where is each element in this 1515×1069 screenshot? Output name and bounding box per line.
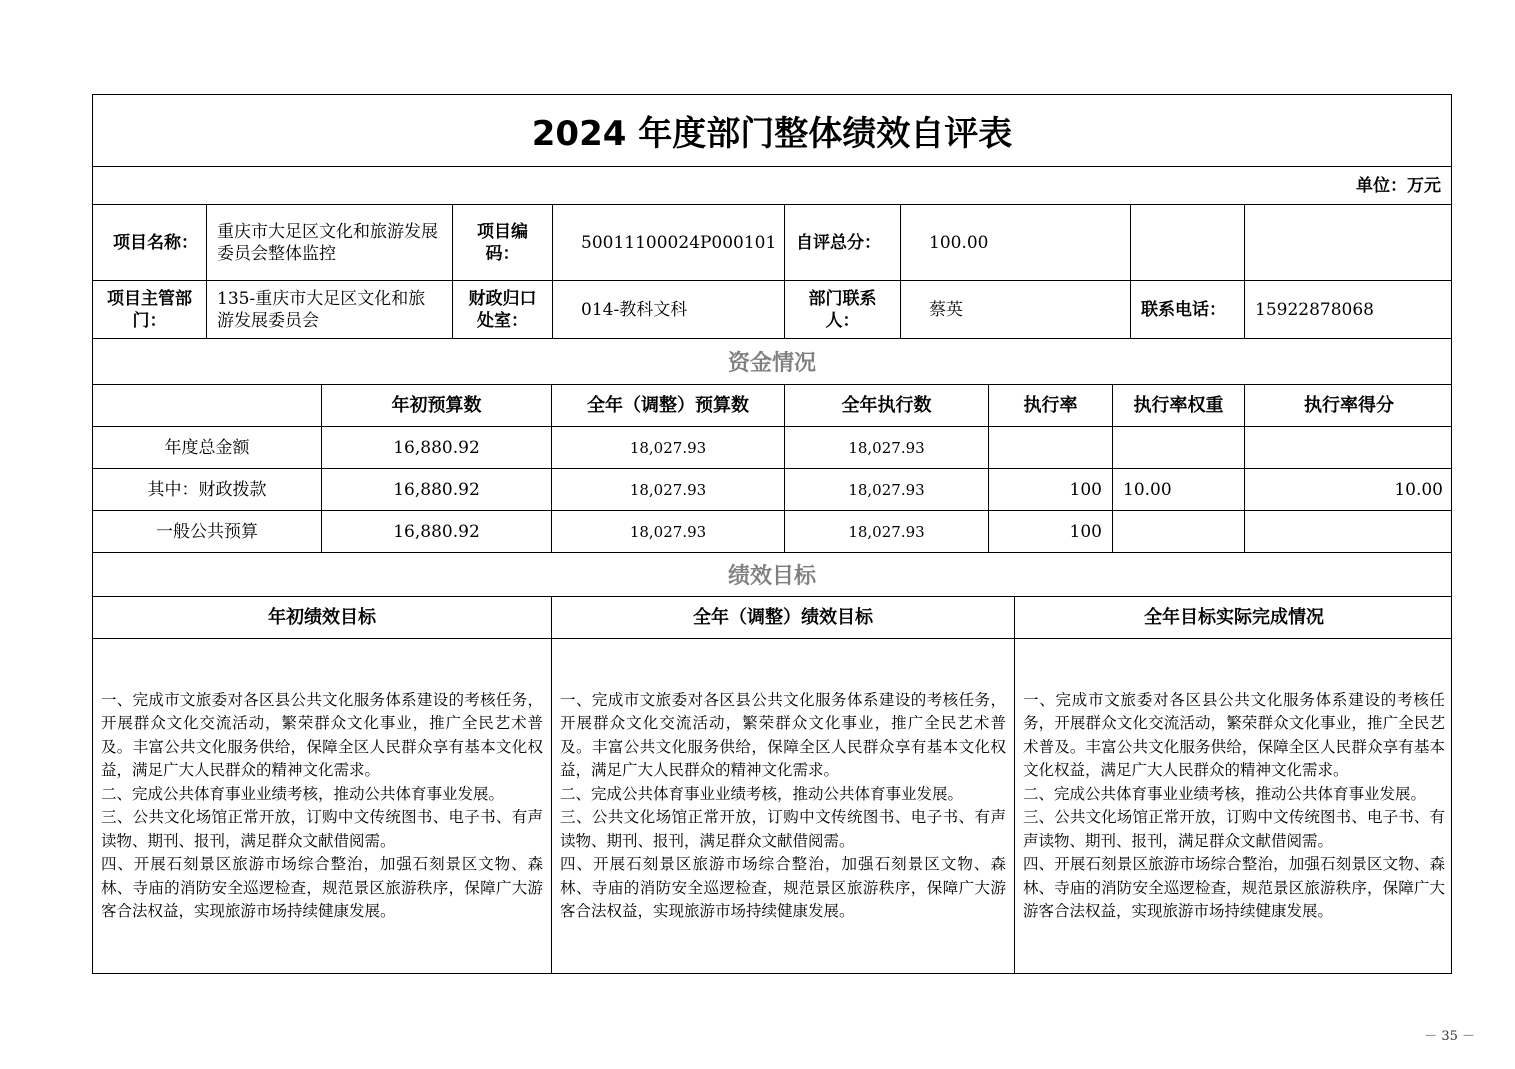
rate-score [1245,427,1453,468]
empty-cell [1131,205,1245,280]
finance-label: 财政归口处室： [453,281,553,338]
score-label: 自评总分： [785,205,901,280]
funds-header: 全年（调整）预算数 [552,385,785,426]
table-row [93,469,1451,511]
rate-score [1245,511,1453,552]
funds-header: 年初预算数 [322,385,552,426]
contact-value: 蔡英 [901,281,1131,338]
executed-amount: 18,027.93 [785,469,989,510]
table-row [93,427,1451,469]
unit-label: 单位：万元 [1356,175,1441,196]
rate-weight [1113,511,1245,552]
rate-weight [1113,427,1245,468]
contact-label: 部门联系人： [785,281,901,338]
project-code-label: 项目编码： [453,205,553,280]
goals-header-row [93,597,1451,639]
funds-header: 全年执行数 [785,385,989,426]
adjusted-budget: 18,027.93 [552,469,785,510]
adjusted-goal-text: 一、完成市文旅委对各区县公共文化服务体系建设的考核任务，开展群众文化交流活动，繁荣群众文化事业，推广全民艺术普及。丰富公共文化服务供给，保障全区人民群众享有基本文化权益，满足广大人民群众的精神文化需求。 二、完成公共体育事业业绩考核，推动公共体育事业发展。 三、公共文化场馆正常开放，订购中文传统图书、电子书、有声读物、期刊、报刊，满足群众文献借阅需。 四、开展石刻景区旅游市场综合整治，加强石刻景区文物、森林、寺庙的消防安全巡逻检查，规范景区旅游秩序，保障广大游客合法权益，实现旅游市场持续健康发展。 [552,639,1015,973]
execution-rate: 100 [989,469,1113,510]
row-label: 年度总金额 [93,427,322,468]
row-label: 一般公共预算 [93,511,322,552]
empty-cell [1245,205,1453,280]
phone-label: 联系电话： [1131,281,1245,338]
project-code-value: 50011100024P000101 [553,205,785,280]
adjusted-budget: 18,027.93 [552,427,785,468]
unit-row [93,167,1451,205]
dept-label: 项目主管部门： [93,281,207,338]
funds-header-row [93,385,1451,427]
goals-header: 全年目标实际完成情况 [1144,606,1324,628]
funds-header: 执行率得分 [1304,394,1394,416]
finance-value: 014-教科文科 [553,281,785,338]
phone-value: 15922878068 [1255,299,1374,320]
funds-header-blank [93,385,322,426]
funds-section-title: 资金情况 [93,339,1451,385]
actual-goal-text: 一、完成市文旅委对各区县公共文化服务体系建设的考核任务，开展群众文化交流活动，繁荣群众文化事业，推广全民艺术普及。丰富公共文化服务供给，保障全区人民群众享有基本文化权益，满足广大人民群众的精神文化需求。 二、完成公共体育事业业绩考核，推动公共体育事业发展。 三、公共文化场馆正常开放，订购中文传统图书、电子书、有声读物、期刊、报刊，满足群众文献借阅需。 四、开展石刻景区旅游市场综合整治，加强石刻景区文物、森林、寺庙的消防安全巡逻检查，规范景区旅游秩序，保障广大游客合法权益，实现旅游市场持续健康发展。 [1023,690,1445,920]
funds-header: 执行率权重 [1113,385,1245,426]
funds-header: 执行率 [989,385,1113,426]
page-number: － 35 － [1424,1029,1475,1044]
goals-content-row [93,639,1451,973]
goals-section-title: 绩效目标 [93,553,1451,597]
initial-goal-text: 一、完成市文旅委对各区县公共文化服务体系建设的考核任务，开展群众文化交流活动，繁荣群众文化事业，推广全民艺术普及。丰富公共文化服务供给，保障全区人民群众享有基本文化权益，满足广大人民群众的精神文化需求。 二、完成公共体育事业业绩考核，推动公共体育事业发展。 三、公共文化场馆正常开放，订购中文传统图书、电子书、有声读物、期刊、报刊，满足群众文献借阅需。 四、开展石刻景区旅游市场综合整治，加强石刻景区文物、森林、寺庙的消防安全巡逻检查，规范景区旅游秩序，保障广大游客合法权益，实现旅游市场持续健康发展。 [93,639,552,973]
row-label: 其中：财政拨款 [93,469,322,510]
info-row-2 [93,281,1451,339]
initial-budget: 16,880.92 [322,469,552,510]
execution-rate [989,427,1113,468]
rate-score: 10.00 [1394,479,1443,500]
table-title: 2024 年度部门整体绩效自评表 [93,95,1451,167]
executed-amount: 18,027.93 [785,427,989,468]
initial-budget: 16,880.92 [322,427,552,468]
evaluation-table [92,94,1452,974]
initial-budget: 16,880.92 [322,511,552,552]
project-name-value: 重庆市大足区文化和旅游发展委员会整体监控 [207,205,453,280]
project-name-label: 项目名称： [93,205,207,280]
execution-rate: 100 [989,511,1113,552]
rate-weight: 10.00 [1113,469,1245,510]
table-row [93,511,1451,553]
goals-header: 全年（调整）绩效目标 [552,597,1015,638]
dept-value: 135-重庆市大足区文化和旅游发展委员会 [207,281,453,338]
goals-header: 年初绩效目标 [93,597,552,638]
executed-amount: 18,027.93 [785,511,989,552]
adjusted-budget: 18,027.93 [552,511,785,552]
info-row-1 [93,205,1451,281]
score-value: 100.00 [901,205,1131,280]
